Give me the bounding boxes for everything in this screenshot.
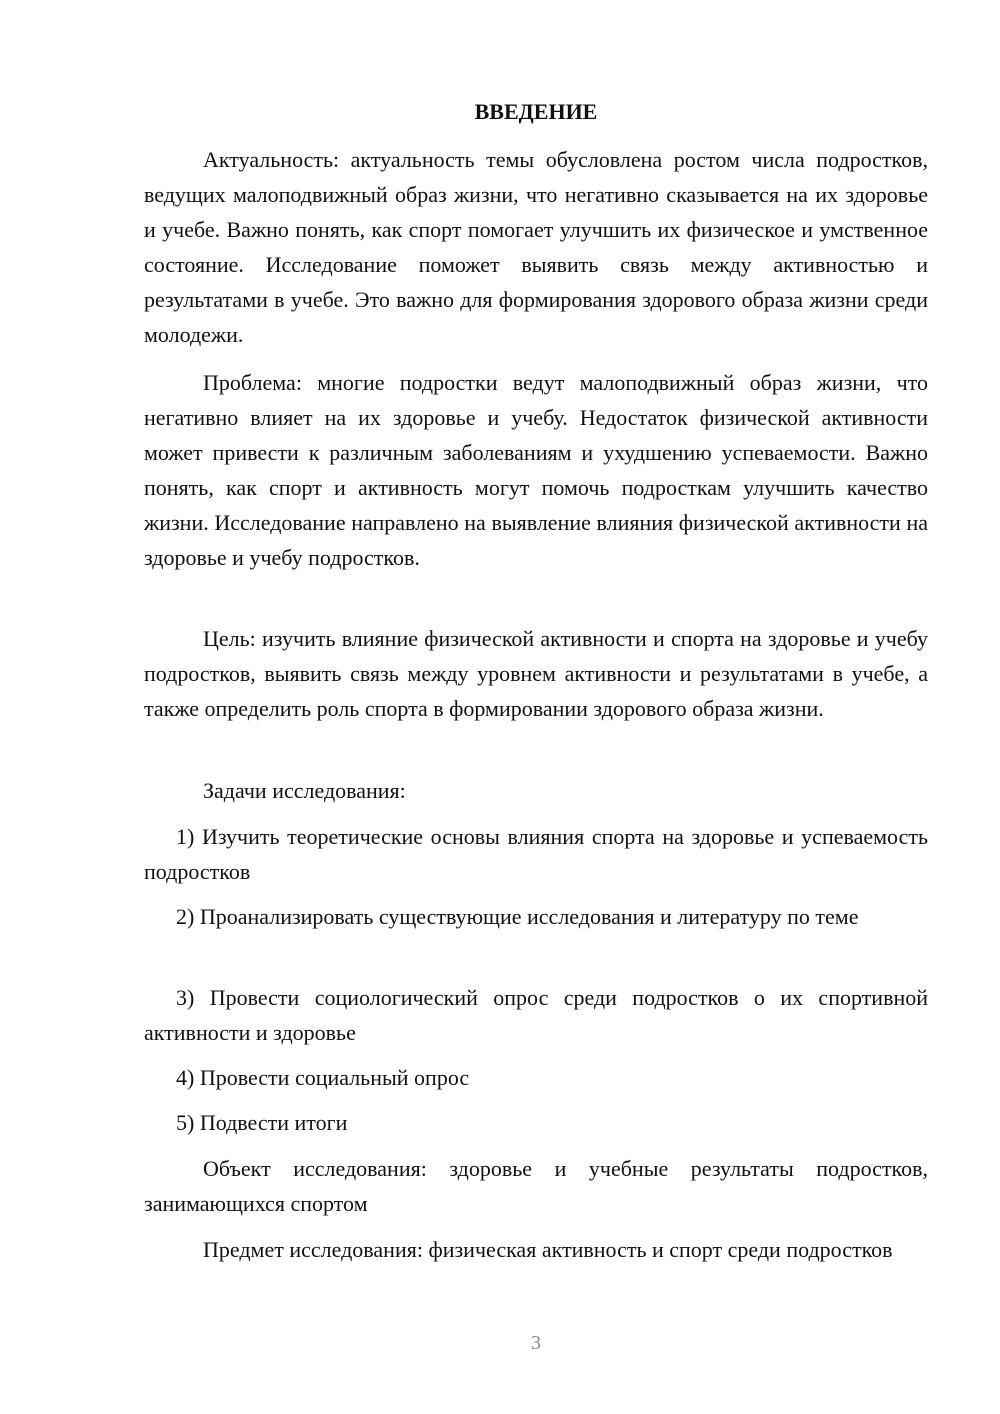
page-title: ВВЕДЕНИЕ (474, 99, 598, 124)
task-item-5: 5) Подвести итоги (176, 1110, 348, 1135)
task-item-2: 2) Проанализировать существующие исследования и литературу по теме (176, 904, 859, 929)
goal-paragraph: Цель: изучить влияние физической активности и спорта на здоровье и учебу подростков, выявить связь между уровнем активности и результатами в учебе, а также определить роль спорта в формировании здорового образа жизни. (144, 626, 928, 721)
subject-paragraph: Предмет исследования: физическая активность и спорт среди подростков (203, 1237, 893, 1262)
task-item-4: 4) Провести социальный опрос (176, 1065, 470, 1090)
task-item-1: 1) Изучить теоретические основы влияния спорта на здоровье и успеваемость подростков (144, 824, 928, 884)
object-paragraph: Объект исследования: здоровье и учебные результаты подростков, занимающихся спортом (144, 1156, 928, 1216)
tasks-heading: Задачи исследования: (203, 778, 406, 803)
page-number: 3 (531, 1332, 541, 1354)
task-item-3: 3) Провести социологический опрос среди подростков о их спортивной активности и здоровье (144, 985, 928, 1045)
problem-paragraph: Проблема: многие подростки ведут малоподвижный образ жизни, что негативно влияет на их здоровье и учебу. Недостаток физической активности может привести к различным заболеваниям и ухудшению успеваемости. Важно понять, как спорт и активность могут помочь подросткам улучшить качество жизни. Исследование направлено на выявление влияния физической активности на здоровье и учебу подростков. (144, 370, 928, 570)
relevance-paragraph: Актуальность: актуальность темы обусловлена ростом числа подростков, ведущих малоподвижный образ жизни, что негативно сказывается на их здоровье и учебе. Важно понять, как спорт помогает улучшить их физическое и умственное состояние. Исследование поможет выявить связь между активностью и результатами в учебе. Это важно для формирования здорового образа жизни среди молодежи. (144, 147, 928, 347)
